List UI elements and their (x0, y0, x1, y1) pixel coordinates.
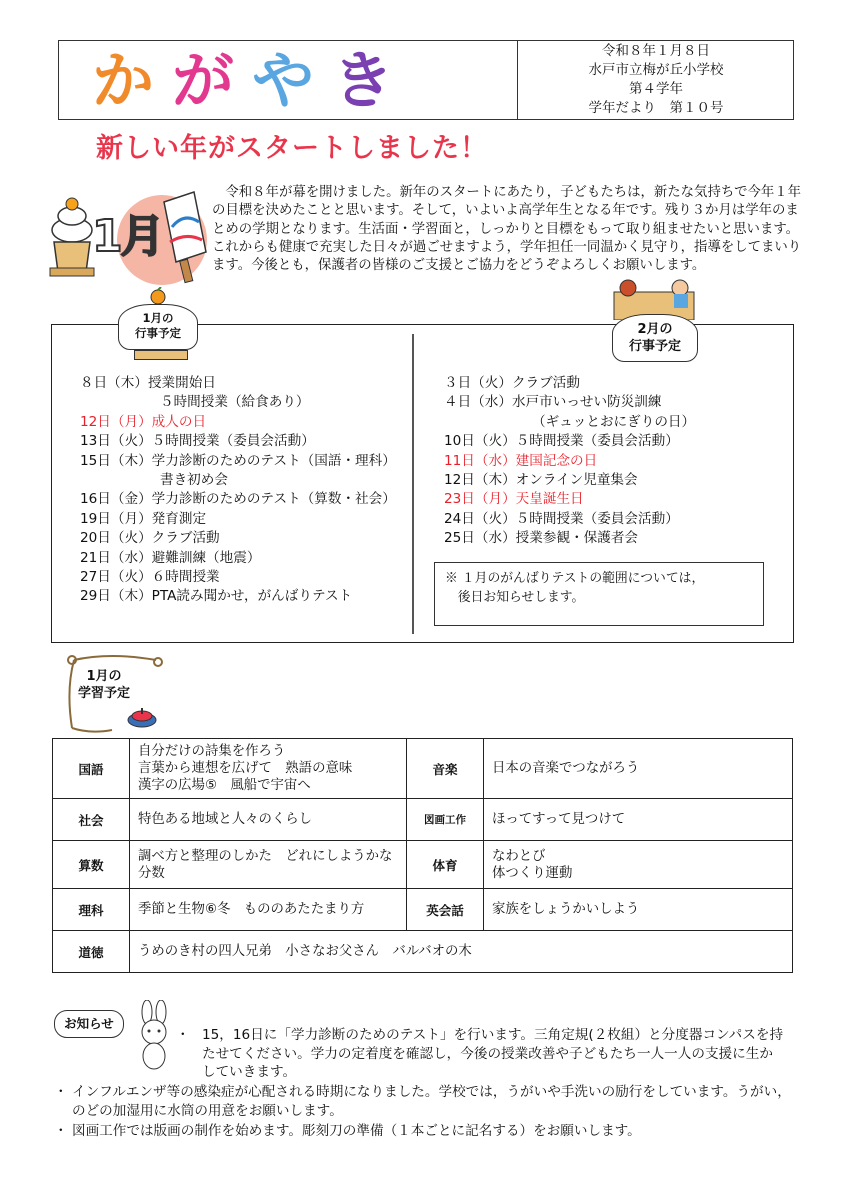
grade-label: 第４学年 (629, 81, 683, 97)
school-name: 水戸市立梅が丘小学校 (588, 62, 724, 78)
notice-item-3: ・ 図画工作では版画の制作を始めます。彫刻刀の準備（１本ごとに記名する）をお願いします。 (54, 1123, 641, 1139)
schedule-item: 16日（金）学力診断のためのテスト（算数・社会） (80, 491, 396, 508)
jan-badge-stand (134, 350, 188, 360)
jan-schedule-list (80, 374, 396, 607)
title-char: き (332, 44, 395, 117)
schedule-divider (412, 334, 414, 634)
study-row (53, 931, 793, 973)
schedule-item: （ギュッとおにぎりの日） (532, 413, 696, 430)
subject-name: 社会 (53, 799, 130, 841)
schedule-item: 24日（火）５時間授業（委員会活動） (444, 510, 679, 527)
subject-content: 特色ある地域と人々のくらし (130, 799, 407, 841)
headline: 新しい年がスタートしました！ (96, 133, 488, 164)
study-row (53, 889, 793, 931)
notice-item-1: ・ 15，16日に「学力診断のためのテスト」を行います。三角定規(２枚組）と分度器コンパスを持たせてください。学力の定着度を確認し，今後の授業改善や子どもたち一人一人の支援に生かしていきます。 (176, 1027, 784, 1080)
schedule-item: 29日（木）PTA読み聞かせ，がんばりテスト (80, 588, 353, 605)
study-badge: 1月の 学習予定 (77, 669, 130, 701)
subject-name: 英会話 (407, 889, 484, 931)
jan-schedule-badge: 1月の 行事予定 (118, 304, 198, 350)
subject-content: なわとび 体つくり運動 (484, 841, 793, 889)
notice-item-2: ・ インフルエンザ等の感染症が心配される時期になりました。学校では，うがいや手洗いの励行をしています。うがい，のどの加湿用に水筒の用意をお願いします。 (54, 1084, 791, 1119)
title-char: が (172, 44, 235, 117)
subject-name: 音楽 (407, 739, 484, 799)
subject-content: 日本の音楽でつながろう (484, 739, 793, 799)
schedule-item: 27日（火）６時間授業 (80, 569, 220, 586)
subject-name: 体育 (407, 841, 484, 889)
subject-content: 自分だけの詩集を作ろう 言葉から連想を広げて 熟語の意味 漢字の広場⑤ 風船で宇宙へ (130, 739, 407, 799)
feb-schedule-list (444, 374, 695, 549)
header-meta (518, 42, 794, 118)
subject-name: 国語 (53, 739, 130, 799)
spinning-top-icon (128, 708, 156, 727)
schedule-item: 23日（月）天皇誕生日 (444, 491, 584, 508)
month-badge: 1月 (92, 211, 163, 262)
issue-number: 学年だより 第１０号 (588, 100, 724, 116)
schedule-item: 11日（水）建国記念の日 (444, 452, 598, 469)
schedule-item: 10日（火）５時間授業（委員会活動） (444, 433, 679, 450)
study-table (52, 738, 793, 973)
schedule-item: 13日（火）５時間授業（委員会活動） (80, 433, 315, 450)
study-row (53, 799, 793, 841)
schedule-item: 20日（火）クラブ活動 (80, 530, 220, 547)
issue-date: 令和８年１月８日 (602, 43, 710, 59)
study-row (53, 739, 793, 799)
test-range-note: ※ １月のがんばりテストの範囲については， 後日お知らせします。 (434, 562, 764, 626)
subject-content: 季節と生物⑥冬 もののあたたまり方 (130, 889, 407, 931)
subject-name: 理科 (53, 889, 130, 931)
subject-content: うめのき村の四人兄弟 小さなお父さん バルバオの木 (130, 931, 793, 973)
schedule-item: 書き初め会 (160, 472, 228, 489)
subject-name: 算数 (53, 841, 130, 889)
feb-schedule-badge: 2月の 行事予定 (612, 314, 698, 362)
schedule-item: ４日（水）水戸市いっせい防災訓練 (444, 394, 662, 411)
schedule-item: 15日（木）学力診断のためのテスト（国語・理科） (80, 452, 396, 469)
schedule-item: ３日（火）クラブ活動 (444, 375, 580, 391)
subject-name: 図画工作 (407, 799, 484, 841)
schedule-item: ８日（木）授業開始日 (80, 375, 216, 391)
schedule-item: 12日（月）成人の日 (80, 413, 207, 430)
schedule-item: 25日（水）授業参観・保護者会 (444, 530, 639, 547)
study-row (53, 841, 793, 889)
title-char: や (252, 44, 315, 117)
schedule-item: 21日（水）避難訓練（地震） (80, 549, 261, 566)
schedule-item: 12日（木）オンライン児童集会 (444, 472, 638, 489)
schedule-item: 19日（月）発育測定 (80, 510, 207, 527)
title-char: か (92, 44, 155, 117)
intro-paragraph: 令和８年が幕を開けました。新年のスタートにあたり，子どもたちは，新たな気持ちで今年１年の目標を決めたことと思います。そして，いよいよ高学年生となる年です。残り３か月は学年のまとめの学期となります。生活面・学習面と，しっかりと目標をもって取り組ませたいと思います。これからも健康で充実した日々が過ごせますよう，学年担任一同温かく見守り，指導をしてまいります。今後とも，保護者の皆様のご支援とご協力をどうぞよろしくお願いします。 (212, 185, 802, 274)
rabbit-icon (130, 1000, 178, 1072)
subject-content: 調べ方と整理のしかた どれにしようかな 分数 (130, 841, 407, 889)
subject-name: 道徳 (53, 931, 130, 973)
subject-content: 家族をしょうかいしよう (484, 889, 793, 931)
notice-label: お知らせ (54, 1010, 124, 1038)
schedule-item: ５時間授業（給食あり） (160, 394, 310, 411)
mikan-icon (148, 287, 168, 305)
subject-content: ほってすって見つけて (484, 799, 793, 841)
